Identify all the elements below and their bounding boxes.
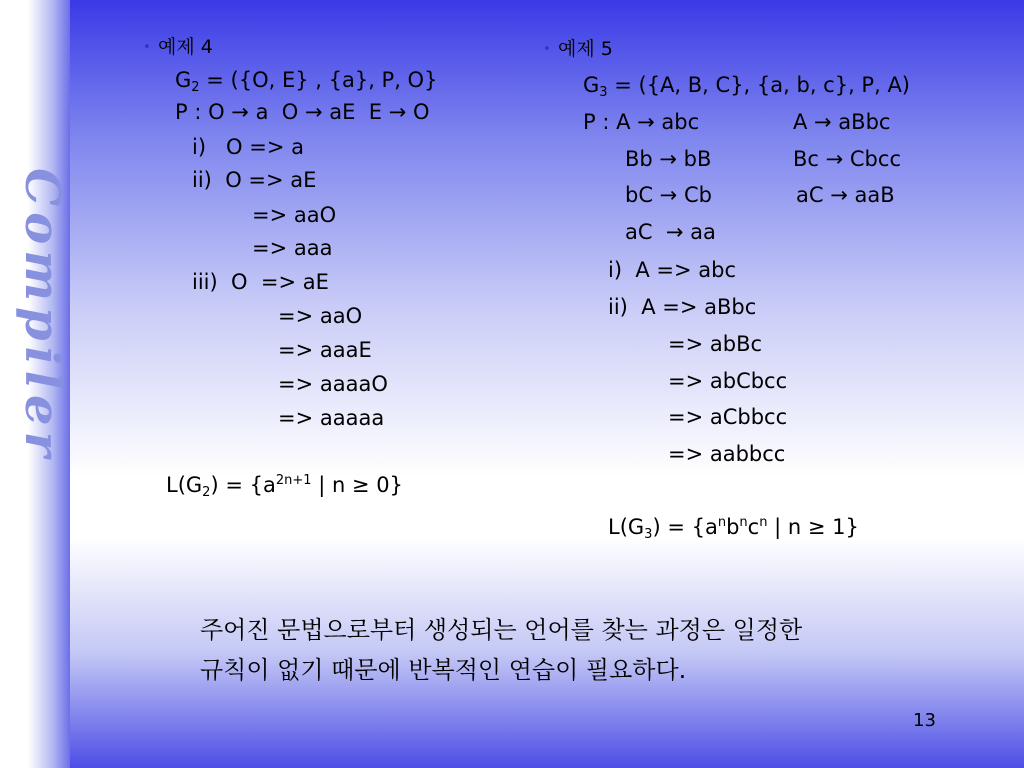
example-4-derivation-line: i) O => a bbox=[192, 135, 304, 159]
summary-note-line: 주어진 문법으로부터 생성되는 언어를 찾는 과정은 일정한 bbox=[200, 616, 803, 644]
page-number: 13 bbox=[913, 710, 936, 731]
example-5-production: Bc → Cbcc bbox=[793, 147, 901, 171]
example-4-derivation-line: ii) O => aE bbox=[192, 168, 317, 192]
example-4-derivation-line: => aaO bbox=[278, 304, 363, 328]
example-4-heading: 예제 4 bbox=[158, 36, 213, 58]
example-5-heading: 예제 5 bbox=[558, 38, 613, 60]
bullet-icon: • bbox=[543, 42, 551, 57]
sidebar-title: Compiler bbox=[14, 168, 70, 463]
example-4-derivation-line: iii) O => aE bbox=[192, 270, 329, 294]
example-5-production: P : A → abc bbox=[583, 110, 700, 134]
example-5-derivation-line: => aabbcc bbox=[668, 442, 786, 466]
example-5-production: aC → aa bbox=[625, 220, 716, 244]
example-4-language: $L(G_2) = \{a^{2n+1}$ | n ≥ 0} bbox=[166, 473, 403, 500]
example-5-production: bC → Cb bbox=[625, 183, 712, 207]
example-4-productions: P : O → a O → aE E → O bbox=[175, 100, 430, 124]
summary-note-line: 규칙이 없기 때문에 반복적인 연습이 필요하다. bbox=[200, 656, 687, 684]
example-5-derivation-line: ii) A => aBbc bbox=[608, 295, 757, 319]
example-5-derivation-line: i) A => abc bbox=[608, 258, 737, 282]
example-4-derivation-line: => aaa bbox=[252, 236, 333, 260]
example-5-derivation-line: => aCbbcc bbox=[668, 405, 788, 429]
example-4-derivation-line: => aaaaa bbox=[278, 406, 385, 430]
example-4-grammar: $G_2 = (\{O$, E} , {a}, P, O} bbox=[175, 68, 438, 95]
bullet-icon: • bbox=[143, 40, 151, 55]
example-5-derivation-line: => abBc bbox=[668, 332, 763, 356]
example-5-production: aC → aaB bbox=[796, 183, 895, 207]
example-5-grammar: $G_3 = (\{A$, B, C}, {a, b, c}, P, A) bbox=[583, 73, 911, 100]
example-5-derivation-line: => abCbcc bbox=[668, 369, 788, 393]
example-4-derivation-line: => aaaaO bbox=[278, 372, 388, 396]
example-5-language: $L(G_3) = \{a^nb^nc^n$ | n ≥ 1} bbox=[608, 515, 859, 542]
example-5-production: A → aBbc bbox=[793, 110, 891, 134]
example-5-production: Bb → bB bbox=[625, 147, 712, 171]
example-4-derivation-line: => aaO bbox=[252, 203, 337, 227]
example-4-derivation-line: => aaaE bbox=[278, 338, 372, 362]
sidebar-decoration bbox=[0, 0, 70, 768]
